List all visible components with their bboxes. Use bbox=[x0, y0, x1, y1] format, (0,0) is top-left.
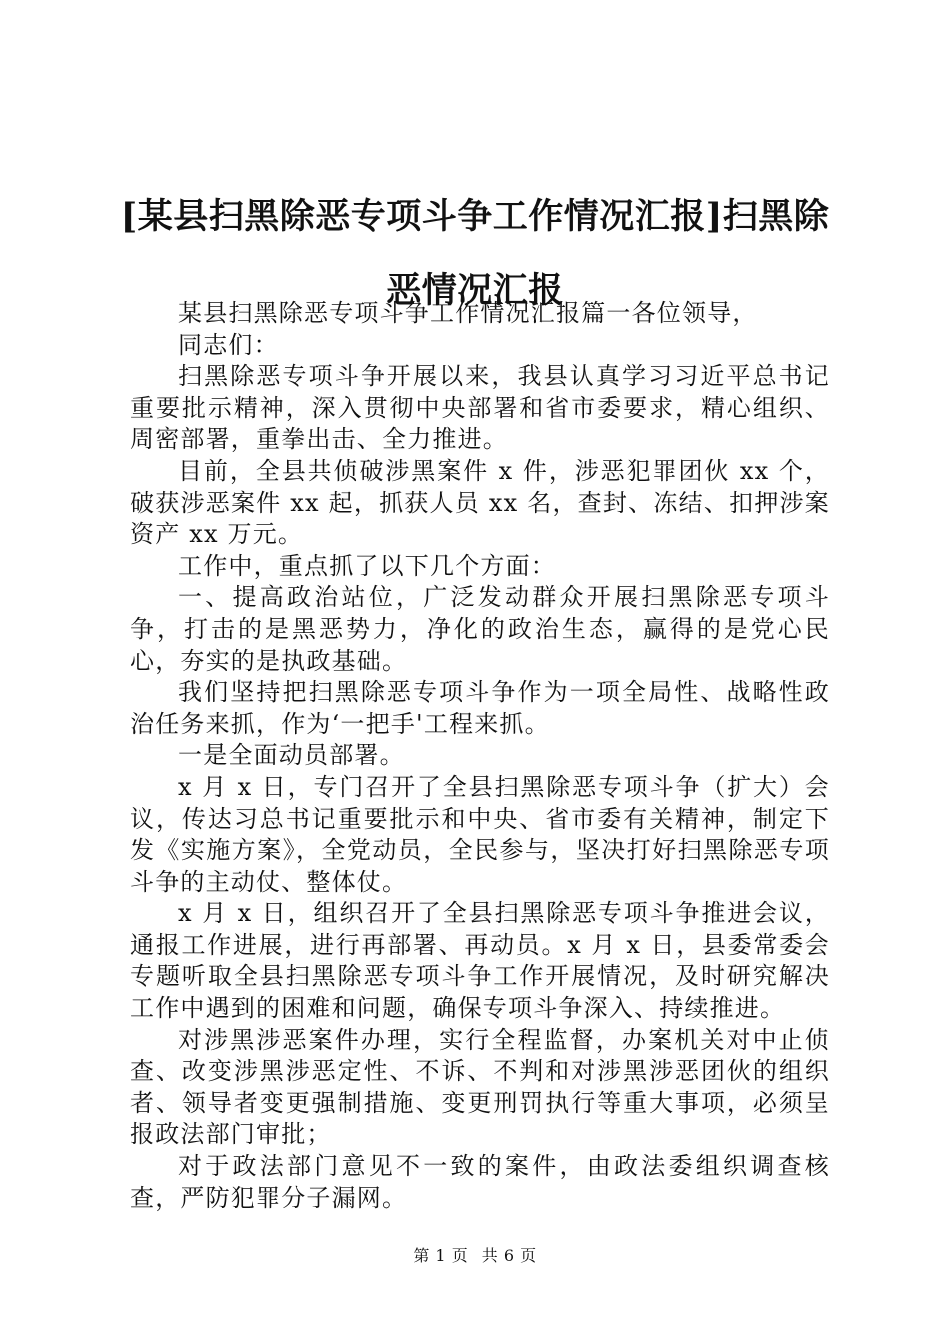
paragraph: 我们坚持把扫黑除恶专项斗争作为一项全局性、战略性政治任务来抓，作为‘一把手'工程来抓。 bbox=[130, 678, 830, 738]
paragraph: 对于政法部门意见不一致的案件，由政法委组织调查核查，严防犯罪分子漏网。 bbox=[130, 1152, 830, 1212]
page-total: 共 6 页 bbox=[481, 1246, 537, 1265]
paragraph: 同志们： bbox=[178, 330, 279, 359]
document-body bbox=[130, 298, 830, 1214]
page-footer bbox=[0, 1243, 950, 1266]
paragraph: 对涉黑涉恶案件办理，实行全程监督，办案机关对中止侦查、改变涉黑涉恶定性、不诉、不判和对涉黑涉恶团伙的组织者、领导者变更强制措施、变更刑罚执行等重大事项，必须呈报政法部门审批； bbox=[130, 1025, 830, 1149]
page-number: 第 1 页 bbox=[413, 1246, 469, 1265]
paragraph: 一是全面动员部署。 bbox=[178, 741, 405, 770]
title-line-1: [某县扫黑除恶专项斗争工作情况汇报]扫黑除 bbox=[120, 196, 830, 237]
paragraph: x 月 x 日，组织召开了全县扫黑除恶专项斗争推进会议，通报工作进展，进行再部署、再动员。x 月 x 日，县委常委会专题听取全县扫黑除恶专项斗争工作开展情况，及时研究解决工作中遇到的困难和问题，确保专项斗争深入、持续推进。 bbox=[130, 899, 830, 1023]
paragraph: 目前，全县共侦破涉黑案件 x 件，涉恶犯罪团伙 xx 个，破获涉恶案件 xx 起，抓获人员 xx 名，查封、冻结、扣押涉案资产 xx 万元。 bbox=[130, 456, 830, 549]
paragraph: 某县扫黑除恶专项斗争工作情况汇报篇一各位领导， bbox=[178, 299, 758, 327]
title-line-2: 恶情况汇报 bbox=[386, 270, 564, 311]
paragraph: x 月 x 日，专门召开了全县扫黑除恶专项斗争（扩大）会议，传达习总书记重要批示和中央、省市委有关精神，制定下发《实施方案》，全党动员，全民参与，坚决打好扫黑除恶专项斗争的主动仗、整体仗。 bbox=[130, 772, 830, 896]
paragraph: 工作中，重点抓了以下几个方面： bbox=[178, 551, 556, 580]
paragraph: 一、提高政治站位，广泛发动群众开展扫黑除恶专项斗争，打击的是黑恶势力，净化的政治生态，赢得的是党心民心，夯实的是执政基础。 bbox=[130, 583, 830, 675]
paragraph: 扫黑除恶专项斗争开展以来，我县认真学习习近平总书记重要批示精神，深入贯彻中央部署和省市委要求，精心组织、周密部署，重拳出击、全力推进。 bbox=[130, 362, 830, 454]
